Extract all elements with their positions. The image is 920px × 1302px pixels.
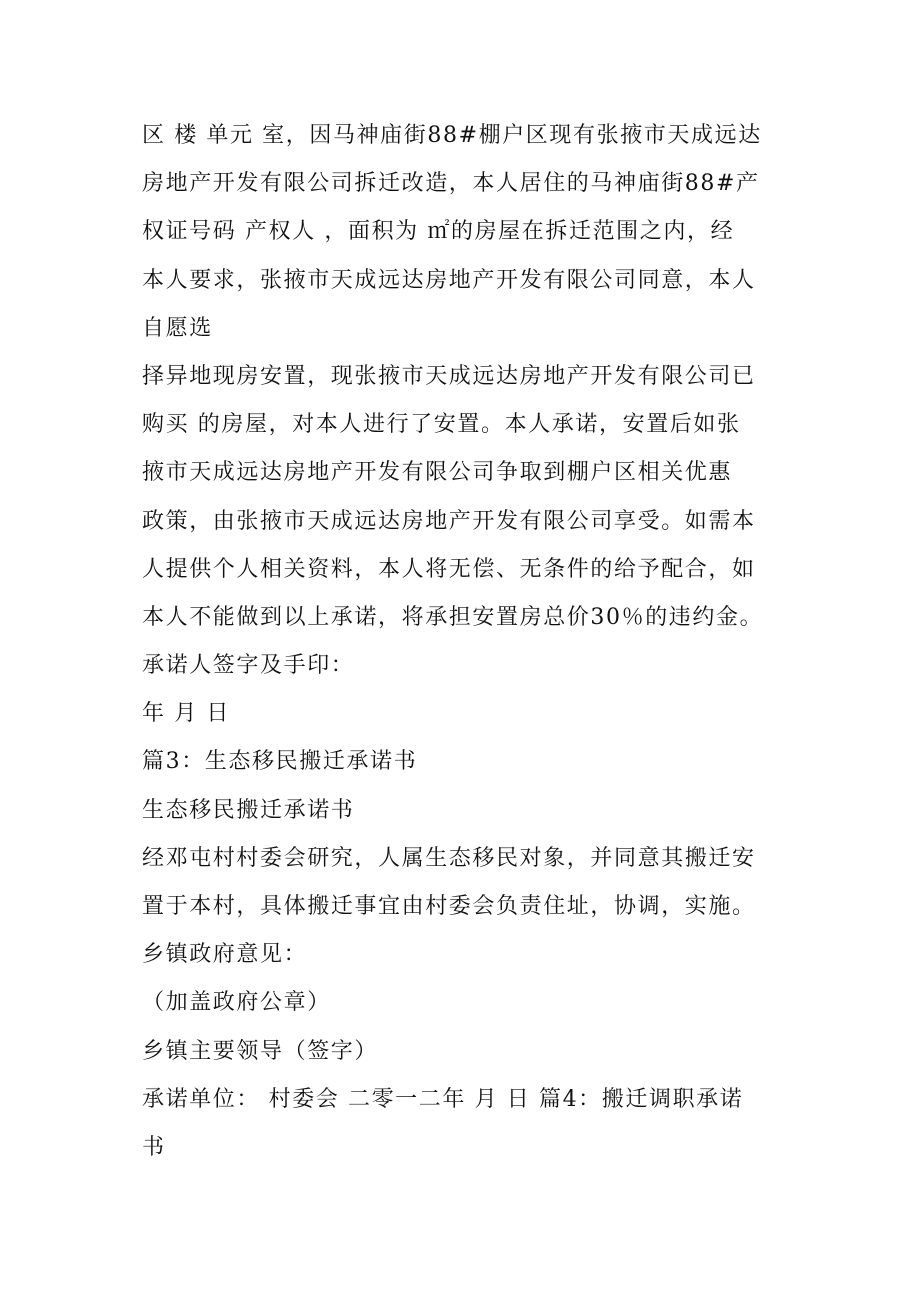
opinion-label: 乡镇政府意见：: [142, 942, 308, 968]
text-line: 置于本村，具体搬迁事宜由村委会负责住址，协调，实施。: [142, 894, 756, 919]
text-line: 择异地现房安置，现张掖市天成远达房地产开发有限公司已: [142, 363, 756, 389]
seal-note: （加盖政府公章）: [142, 990, 331, 1016]
date-line: 年 月 日: [142, 701, 230, 727]
text-line: 本人不能做到以上承诺，将承担安置房总价30％的违约金。: [142, 604, 764, 630]
leader-signature-label: 乡镇主要领导（签字）: [142, 1038, 379, 1064]
text-line: 掖市天成远达房地产开发有限公司争取到棚户区相关优惠: [142, 460, 733, 486]
text-line: 人提供个人相关资料，本人将无偿、无条件的给予配合，如: [142, 556, 756, 582]
text-line: 书: [142, 1134, 166, 1160]
text-line: 承诺单位： 村委会 二零一二年 月 日 篇4：搬迁调职承诺: [142, 1086, 744, 1112]
text-line: 本人要求，张掖市天成远达房地产开发有限公司同意，本人: [142, 267, 756, 293]
signature-label: 承诺人签字及手印：: [142, 653, 355, 679]
section-heading: 篇3：生态移民搬迁承诺书: [142, 749, 418, 775]
document-body: [142, 112, 792, 1172]
text-line: 区 楼 单元 室，因马神庙街88#棚户区现有张掖市天成远达: [142, 123, 762, 148]
text-line: 购买 的房屋，对本人进行了安置。本人承诺，安置后如张: [142, 412, 741, 438]
text-line: 房地产开发有限公司拆迁改造，本人居住的马神庙街88#产: [142, 171, 760, 197]
text-line: 权证号码 产权人 ，面积为 ㎡的房屋在拆迁范围之内，经: [142, 219, 735, 245]
section-title: 生态移民搬迁承诺书: [142, 797, 355, 823]
text-line: 政策，由张掖市天成远达房地产开发有限公司享受。如需本: [142, 508, 756, 534]
text-line: 自愿选: [142, 315, 213, 341]
text-line: 经邓屯村村委会研究，人属生态移民对象，并同意其搬迁安: [142, 845, 756, 871]
